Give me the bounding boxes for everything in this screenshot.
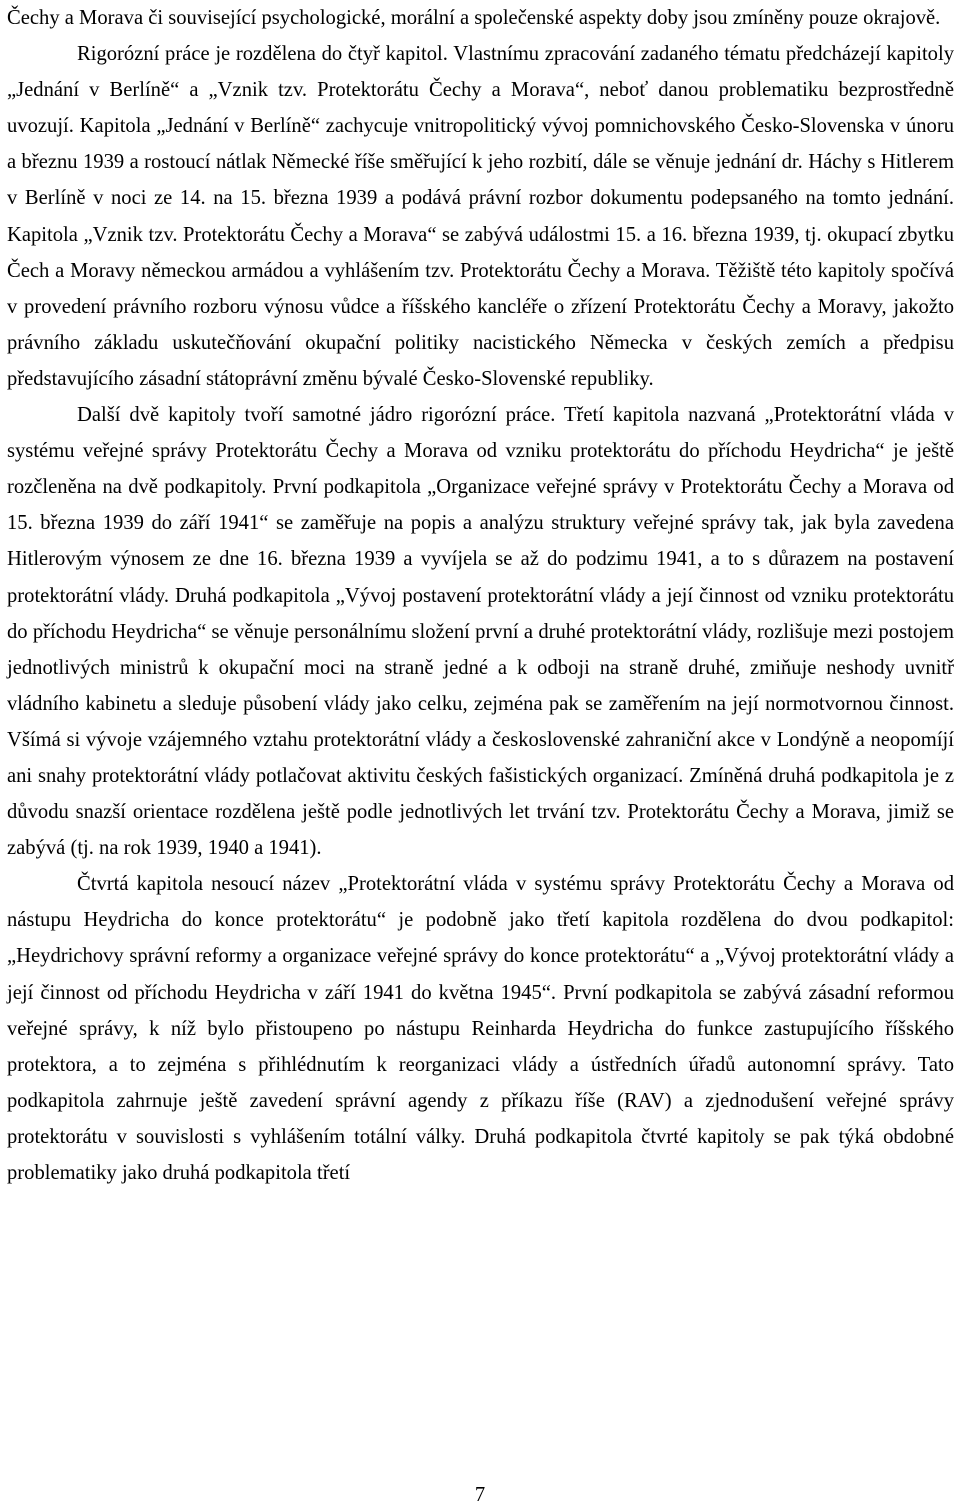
paragraph-core-chapters: Další dvě kapitoly tvoří samotné jádro rigorózní práce. Třetí kapitola nazvaná „Protektorátní vláda v systému veřejné správy Protektorátu Čechy a Morava od vzniku protektorátu do příchodu Heydricha“ je ještě rozčleněna na dvě podkapitoly. První podkapitola „Organizace veřejné správy v Protektorátu Čechy a Morava od 15. března 1939 do září 1941“ se zaměřuje na popis a analýzu struktury veřejné správy tak, jak byla zavedena Hitlerovým výnosem ze dne 16. března 1939 a vyvíjela se až do podzimu 1941, a to s důrazem na postavení protektorátní vlády. Druhá podkapitola „Vývoj postavení protektorátní vlády a její činnost od vzniku protektorátu do příchodu Heydricha“ se věnuje personálnímu složení první a druhé protektorátní vlády, rozlišuje mezi postojem jednotlivých ministrů k okupační moci na straně jedné a k odboji na straně druhé, zmiňuje neshody uvnitř vládního kabinetu a sleduje působení vlády jako celku, zejména pak se zaměřením na její normotvornou činnost. Všímá si vývoje vzájemného vztahu protektorátní vlády a československé zahraniční akce v Londýně a neopomíjí ani snahy protektorátní vlády potlačovat aktivitu českých fašistických organizací. Zmíněná druhá podkapitola je z důvodu snazší orientace rozdělena ještě podle jednotlivých let trvání tzv. Protektorátu Čechy a Morava, jimiž se zabývá (tj. na rok 1939, 1940 a 1941). xyxy=(7,404,954,860)
page-number: 7 xyxy=(474,1484,486,1506)
paragraph-chapters-overview: Rigorózní práce je rozdělena do čtyř kapitol. Vlastnímu zpracování zadaného tématu předcházejí kapitoly „Jednání v Berlíně“ a „Vznik tzv. Protektorátu Čechy a Morava“, neboť danou problematiku bezprostředně uvozují. Kapitola „Jednání v Berlíně“ zachycuje vnitropolitický vývoj pomnichovského Česko-Slovenska v únoru a březnu 1939 a rostoucí nátlak Německé říše směřující k jeho rozbití, dále se věnuje jednání dr. Háchy s Hitlerem v Berlíně v noci ze 14. na 15. března 1939 a podává právní rozbor dokumentu podepsaného na tomto jednání. Kapitola „Vznik tzv. Protektorátu Čechy a Morava“ se zabývá událostmi 15. a 16. března 1939, tj. okupací zbytku Čech a Moravy německou armádou a vyhlášením tzv. Protektorátu Čechy a Morava. Těžiště této kapitoly spočívá v provedení právního rozboru výnosu vůdce a říšského kancléře o zřízení Protektorátu Čechy a Moravy, jakožto právního základu uskutečňování okupační politiky nacistického Německa v českých zemích a předpisu představujícího zásadní státoprávní změnu bývalé Česko-Slovenské republiky. xyxy=(7,43,954,390)
document-page xyxy=(7,0,954,1191)
paragraph-continued: Čechy a Morava či související psychologické, morální a společenské aspekty doby jsou zmíněny pouze okrajově. xyxy=(7,7,941,29)
paragraph-fourth-chapter: Čtvrtá kapitola nesoucí název „Protektorátní vláda v systému správy Protektorátu Čechy a Morava od nástupu Heydricha do konce protektorátu“ je podobně jako třetí kapitola rozdělena do dvou podkapitol: „Heydrichovy správní reformy a organizace veřejné správy do konce protektorátu“ a „Vývoj protektorátní vlády a její činnost od příchodu Heydricha v září 1941 do května 1945“. První podkapitola se zabývá zásadní reformou veřejné správy, k níž bylo přistoupeno po nástupu Reinharda Heydricha do funkce zastupujícího říšského protektora, a to zejména s přihlédnutím k reorganizaci vlády a ústředních úřadů autonomní správy. Tato podkapitola zahrnuje ještě zavedení správní agendy z příkazu říše (RAV) a zjednodušení veřejné správy protektorátu v souvislosti s vyhlášením totální války. Druhá podkapitola čtvrté kapitoly se pak týká obdobné problematiky jako druhá podkapitola třetí xyxy=(7,873,954,1184)
